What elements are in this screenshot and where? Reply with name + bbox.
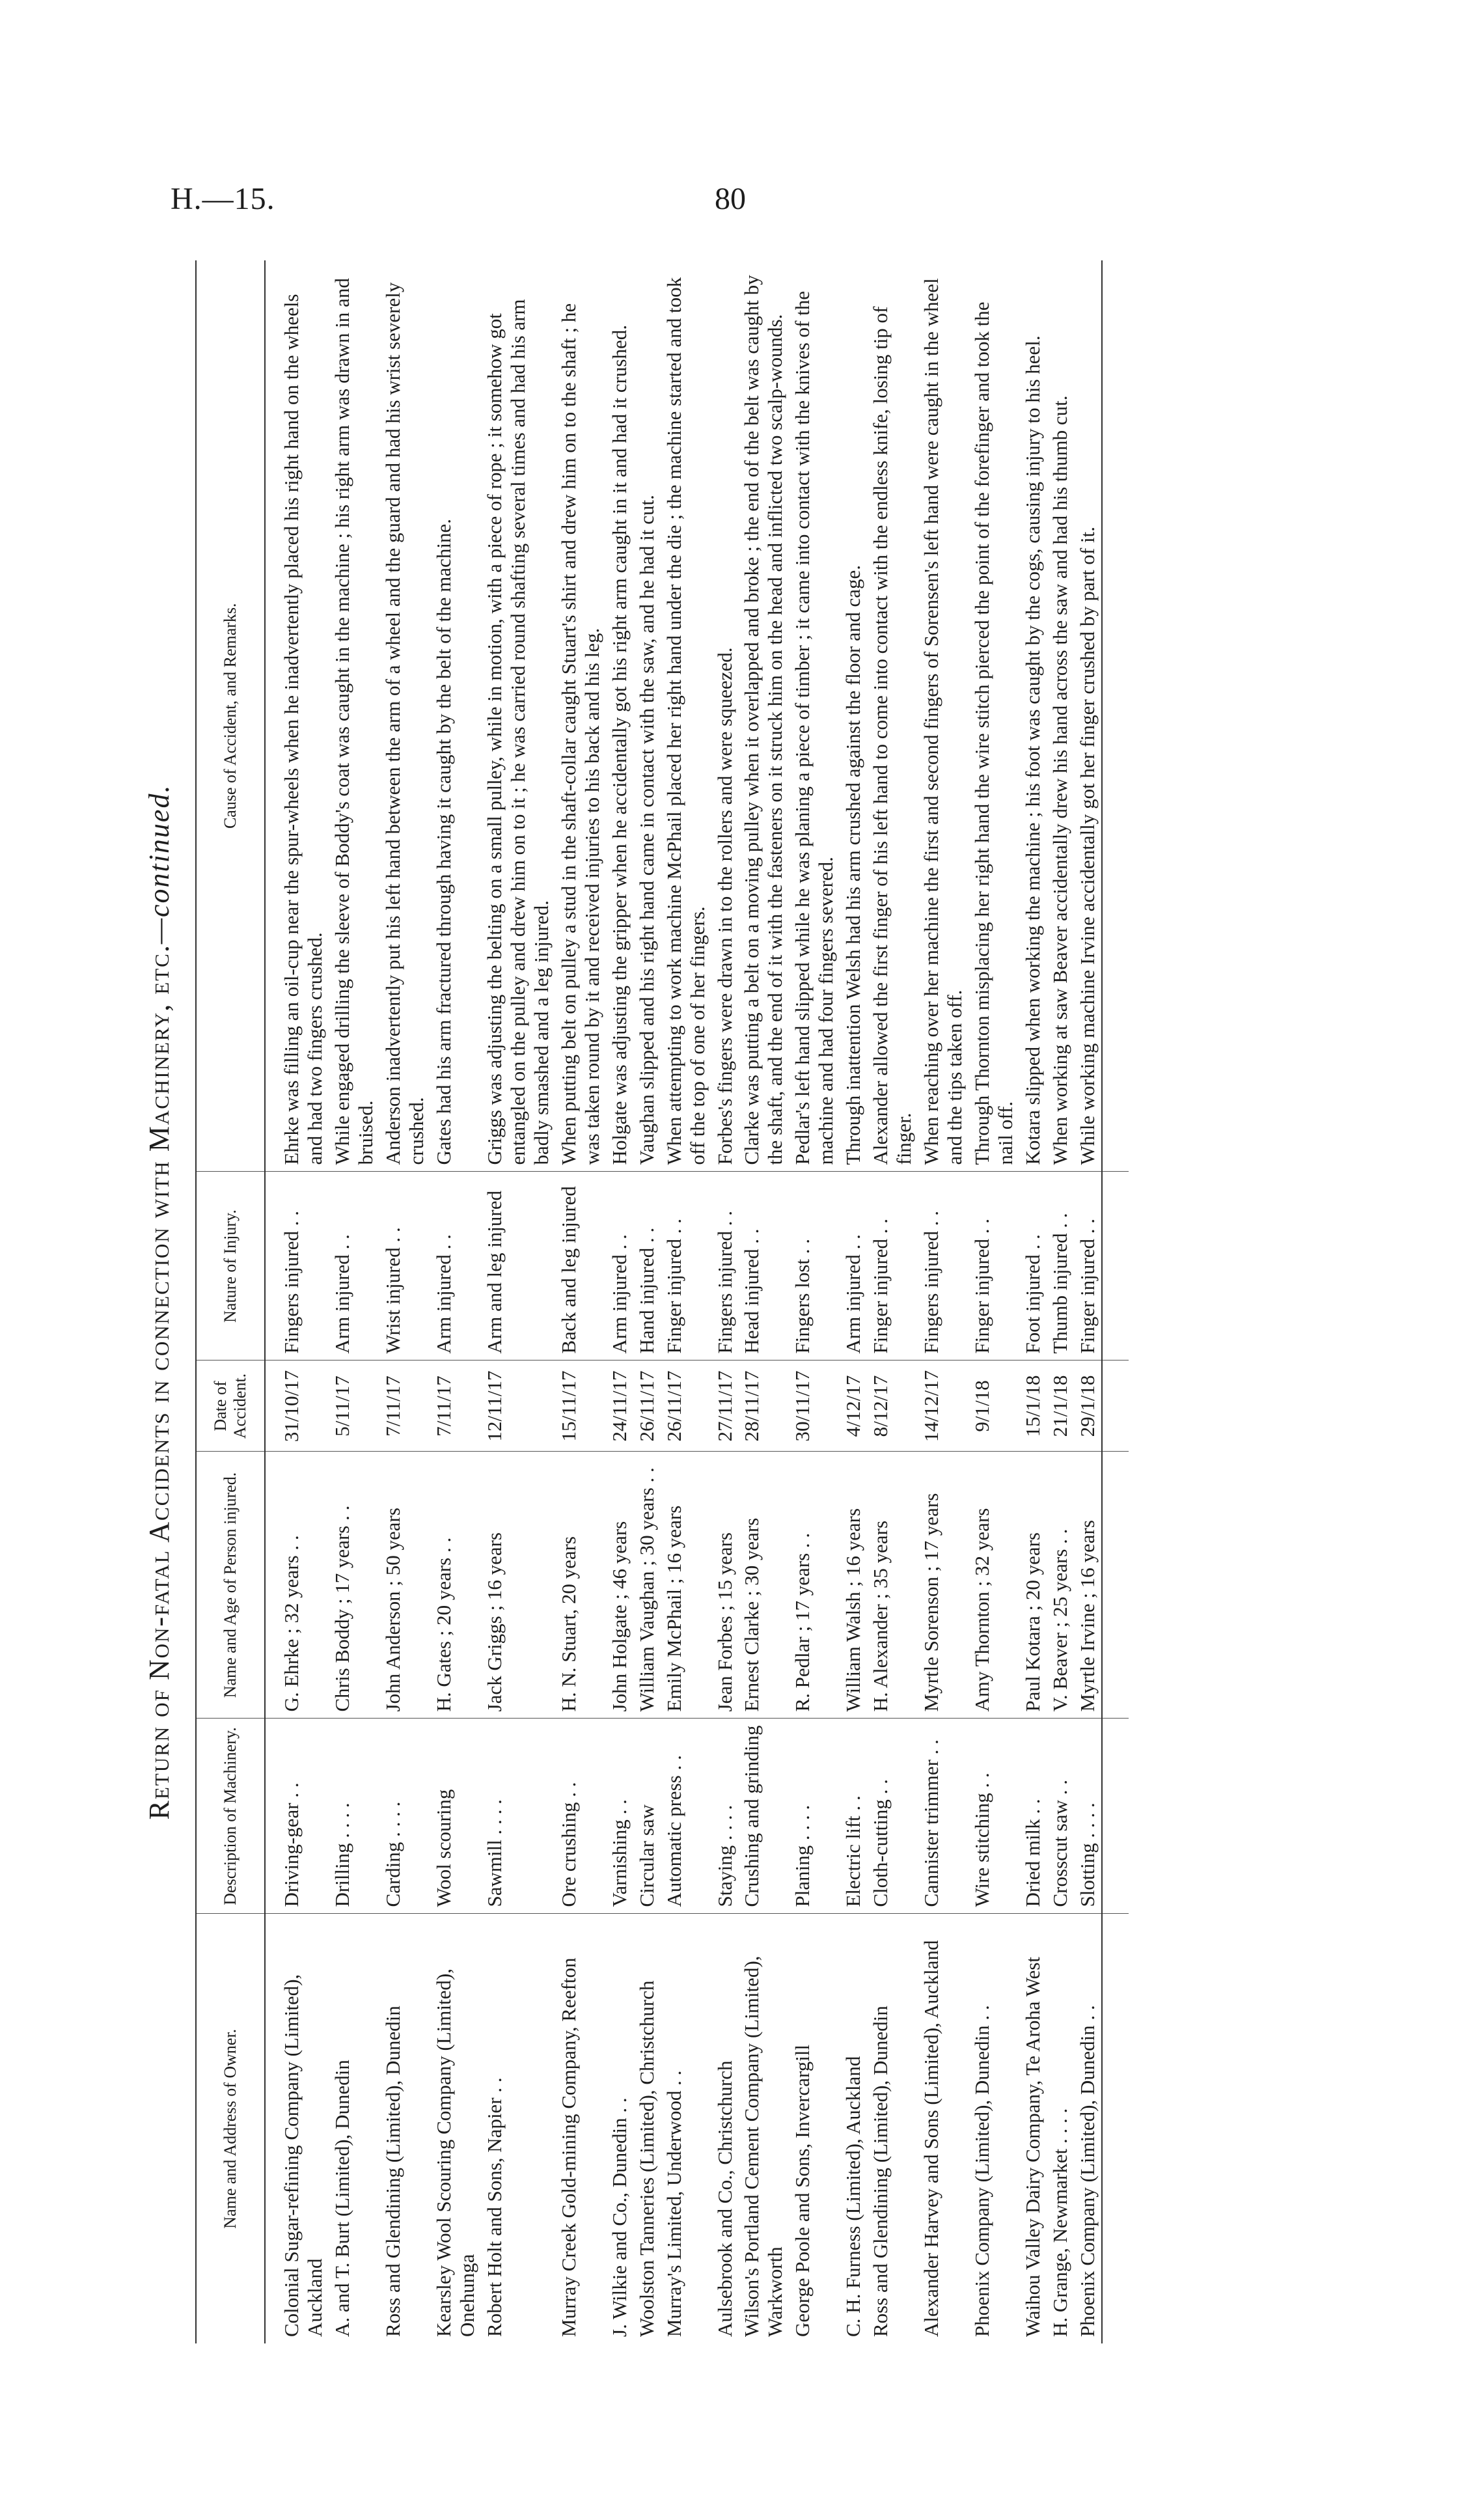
cell-injury: Wrist injured . . [379,1172,430,1361]
cell-injury: Arm injured . . [840,1172,867,1361]
accidents-table [195,260,1129,2343]
table-row [379,260,430,2343]
cell-machinery: Wire stitching . . [969,1719,1019,1914]
cell-date: 31/10/17 [265,1361,329,1452]
cell-date: 21/1/18 [1047,1361,1074,1452]
cell-machinery: Dried milk . . [1019,1719,1047,1914]
cell-date: 27/11/17 [711,1361,739,1452]
cell-person: William Walsh ; 16 years [840,1452,867,1719]
cell-person: G. Ehrke ; 32 years . . [265,1452,329,1719]
cell-owner: Ross and Glendining (Limited), Dunedin [869,2006,892,2337]
table-row [329,260,379,2343]
cell-cause: Forbes's fingers were drawn in to the rollers and were squeezed. [711,260,739,1172]
rotated-table-section [130,260,1250,2343]
cell-person: Myrtle Irvine ; 16 years [1074,1452,1102,1719]
cell-date: 8/12/17 [867,1361,918,1452]
cell-owner: Waihou Valley Dairy Company, Te Aroha West [1021,1956,1044,2337]
cell-cause: Through inattention Welsh had his arm crushed against the floor and cage. [840,260,867,1172]
cell-machinery: Planing . . . . [789,1719,840,1914]
cell-person: John Anderson ; 50 years [379,1452,430,1719]
cell-cause: Alexander allowed the first finger of his left hand to come into contact with the endless knife, losing tip of finger. [867,260,918,1172]
cell-injury: Finger injured . . [867,1172,918,1361]
cell-cause: While working machine Irvine accidentally got her finger crushed by part of it. [1074,260,1102,1172]
cell-injury: Thumb injured . . [1047,1172,1074,1361]
cell-owner: Robert Holt and Sons, Napier . . [482,2077,506,2337]
cell-owner: Kearsley Wool Scouring Company (Limited), Onehunga [432,1968,478,2337]
cell-machinery: Varnishing . . [606,1719,633,1914]
cell-cause: Vaughan slipped and his right hand came in contact with the saw, and he had it cut. [633,260,661,1172]
cell-machinery: Drilling . . . . [329,1719,379,1914]
cell-cause: Gates had his arm fractured through having it caught by the belt of the machine. [430,260,481,1172]
cell-person: Myrtle Sorenson ; 17 years [918,1452,969,1719]
cell-injury: Arm injured . . [329,1172,379,1361]
cell-machinery: Driving-gear . . [265,1719,329,1914]
cell-owner: A. and T. Burt (Limited), Dunedin [331,2060,354,2337]
cell-machinery: Wool scouring [430,1719,481,1914]
table-row [606,260,633,2343]
table-row [633,260,661,2343]
cell-cause: Clarke was putting a belt on a moving pulley when it overlapped and broke ; the end of the belt was caught by the shaft, and the end of it with the fasteners on it struck him on the head and inflicted two scalp-wounds. [738,260,789,1172]
page-number: 80 [715,182,746,216]
cell-person: Paul Kotara ; 20 years [1019,1452,1047,1719]
cell-machinery: Carding . . . . [379,1719,430,1914]
cell-machinery: Cloth-cutting . . [867,1719,918,1914]
cell-date: 7/11/17 [430,1361,481,1452]
cell-date: 9/1/18 [969,1361,1019,1452]
cell-injury: Fingers injured . . [711,1172,739,1361]
cell-machinery: Electric lift . . [840,1719,867,1914]
cell-cause: While engaged drilling the sleeve of Boddy's coat was caught in the machine ; his right arm was drawn in and bruised. [329,260,379,1172]
cell-cause: When putting belt on pulley a stud in the shaft-collar caught Stuart's shirt and drew him on to the shaft ; he was taken round by it and received injuries to his back and his leg. [555,260,606,1172]
cell-cause: Holgate was adjusting the gripper when he accidentally got his right arm caught in it and had it crushed. [606,260,633,1172]
cell-injury: Back and leg injured [555,1172,606,1361]
column-header-machinery: Description of Machinery. [196,1719,265,1914]
cell-injury: Foot injured . . [1019,1172,1047,1361]
cell-machinery: Ore crushing . . [555,1719,606,1914]
cell-owner: Colonial Sugar-refining Company (Limited), Auckland [280,1974,327,2337]
cell-person: H. Gates ; 20 years . . [430,1452,481,1719]
cell-injury: Arm and leg injured [481,1172,555,1361]
table-footer-rule [1102,260,1129,2343]
cell-cause: When reaching over her machine the first and second fingers of Sorensen's left hand were caught in the wheel and the tips taken off. [918,260,969,1172]
cell-injury: Hand injured . . [633,1172,661,1361]
cell-date: 15/11/17 [555,1361,606,1452]
cell-injury: Fingers injured . . [265,1172,329,1361]
cell-person: William Vaughan ; 30 years . . [633,1452,661,1719]
cell-owner: Murray's Limited, Underwood . . [662,2070,685,2337]
cell-person: Jean Forbes ; 15 years [711,1452,739,1719]
cell-injury: Arm injured . . [430,1172,481,1361]
cell-owner: Phoenix Company (Limited), Dunedin . . [970,2005,994,2337]
cell-person: H. N. Stuart, 20 years [555,1452,606,1719]
cell-machinery: Staying . . . . [711,1719,739,1914]
table-row [789,260,840,2343]
cell-date: 24/11/17 [606,1361,633,1452]
cell-cause: Griggs was adjusting the belting on a small pulley, while in motion, with a piece of rope ; it somehow got entangled on the pulley and drew him on to it ; he was carried round shafting several times and had his arm badly smashed and a leg injured. [481,260,555,1172]
table-row [265,260,329,2343]
cell-machinery: Crosscut saw . . [1047,1719,1074,1914]
title-continued: —continued. [143,784,175,945]
cell-owner: Wilson's Portland Cement Company (Limited), Warkworth [740,1955,787,2337]
cell-machinery: Automatic press . . [661,1719,711,1914]
cell-date: 14/12/17 [918,1361,969,1452]
table-row [840,260,867,2343]
cell-person: H. Alexander ; 35 years [867,1452,918,1719]
cell-person: Chris Boddy ; 17 years . . [329,1452,379,1719]
cell-person: Amy Thornton ; 32 years [969,1452,1019,1719]
cell-date: 29/1/18 [1074,1361,1102,1452]
cell-cause: When attempting to work machine McPhail placed her right hand under the die ; the machine started and took off the top of one of her fingers. [661,260,711,1172]
cell-injury: Arm injured . . [606,1172,633,1361]
cell-owner: Murray Creek Gold-mining Company, Reefton [556,1957,580,2337]
cell-machinery: Circular saw [633,1719,661,1914]
cell-injury: Finger injured . . [661,1172,711,1361]
table-row [711,260,739,2343]
table-row [738,260,789,2343]
table-row [918,260,969,2343]
table-row [969,260,1019,2343]
cell-owner: C. H. Furness (Limited), Auckland [842,2056,865,2337]
column-header-injury: Nature of Injury. [196,1172,265,1361]
table-title [130,260,189,2343]
column-header-person: Name and Age of Person injured. [196,1452,265,1719]
cell-person: R. Pedlar ; 17 years . . [789,1452,840,1719]
title-main: Return of Non-fatal Accidents in connection with Machinery, etc. [143,944,175,1820]
cell-machinery: Cannister trimmer . . [918,1719,969,1914]
cell-cause: Anderson inadvertently put his left hand between the arm of a wheel and the guard and had his wrist severely crushed. [379,260,430,1172]
series-reference: H.—15. [171,182,275,216]
cell-date: 7/11/17 [379,1361,430,1452]
cell-date: 12/11/17 [481,1361,555,1452]
cell-date: 15/1/18 [1019,1361,1047,1452]
cell-person: Ernest Clarke ; 30 years [738,1452,789,1719]
cell-cause: Through Thornton misplacing her right hand the wire stitch pierced the point of the forefinger and took the nail off. [969,260,1019,1172]
cell-owner: H. Grange, Newmarket . . . . [1048,2108,1071,2337]
cell-date: 4/12/17 [840,1361,867,1452]
cell-cause: Pedlar's left hand slipped while he was planing a piece of timber ; it came into contact with the knives of the machine and had four fingers severed. [789,260,840,1172]
cell-date: 28/11/17 [738,1361,789,1452]
cell-person: V. Beaver ; 25 years . . [1047,1452,1074,1719]
cell-person: Jack Griggs ; 16 years [481,1452,555,1719]
table-body [265,260,1102,2343]
column-header-date: Date of Accident. [196,1361,265,1452]
cell-owner: J. Wilkie and Co., Dunedin . . [607,2097,631,2337]
cell-date: 26/11/17 [633,1361,661,1452]
table-header-row [196,260,265,2343]
cell-owner: Alexander Harvey and Sons (Limited), Auckland [920,1940,943,2337]
table-row [1019,260,1047,2343]
cell-injury: Head injured . . [738,1172,789,1361]
cell-injury: Fingers lost . . [789,1172,840,1361]
cell-cause: Kotara slipped when working the machine ; his foot was caught by the cogs, causing injury to his heel. [1019,260,1047,1172]
table-row [481,260,555,2343]
table-row [1047,260,1074,2343]
cell-owner: Phoenix Company (Limited), Dunedin . . [1075,2005,1099,2337]
cell-person: Emily McPhail ; 16 years [661,1452,711,1719]
cell-machinery: Slotting . . . . [1074,1719,1102,1914]
cell-owner: Aulsebrook and Co., Christchurch [713,2060,736,2337]
cell-machinery: Sawmill . . . . [481,1719,555,1914]
cell-date: 5/11/17 [329,1361,379,1452]
table-row [1074,260,1102,2343]
cell-cause: Ehrke was filling an oil-cup near the spur-wheels when he inadvertently placed his right hand on the wheels and had two fingers crushed. [265,260,329,1172]
table-row [867,260,918,2343]
table-row [430,260,481,2343]
cell-injury: Finger injured . . [969,1172,1019,1361]
table-row [661,260,711,2343]
cell-person: John Holgate ; 46 years [606,1452,633,1719]
cell-owner: Woolston Tanneries (Limited), Christchurch [635,1980,658,2337]
cell-machinery: Crushing and grinding [738,1719,789,1914]
cell-cause: When working at saw Beaver accidentally drew his hand across the saw and had his thumb cut. [1047,260,1074,1172]
cell-injury: Fingers injured . . [918,1172,969,1361]
cell-date: 26/11/17 [661,1361,711,1452]
table-row [555,260,606,2343]
cell-owner: Ross and Glendining (Limited), Dunedin [381,2006,405,2337]
column-header-owner: Name and Address of Owner. [196,1914,265,2343]
cell-injury: Finger injured . . [1074,1172,1102,1361]
cell-owner: George Poole and Sons, Invercargill [791,2044,814,2337]
column-header-cause: Cause of Accident, and Remarks. [196,260,265,1172]
cell-date: 30/11/17 [789,1361,840,1452]
